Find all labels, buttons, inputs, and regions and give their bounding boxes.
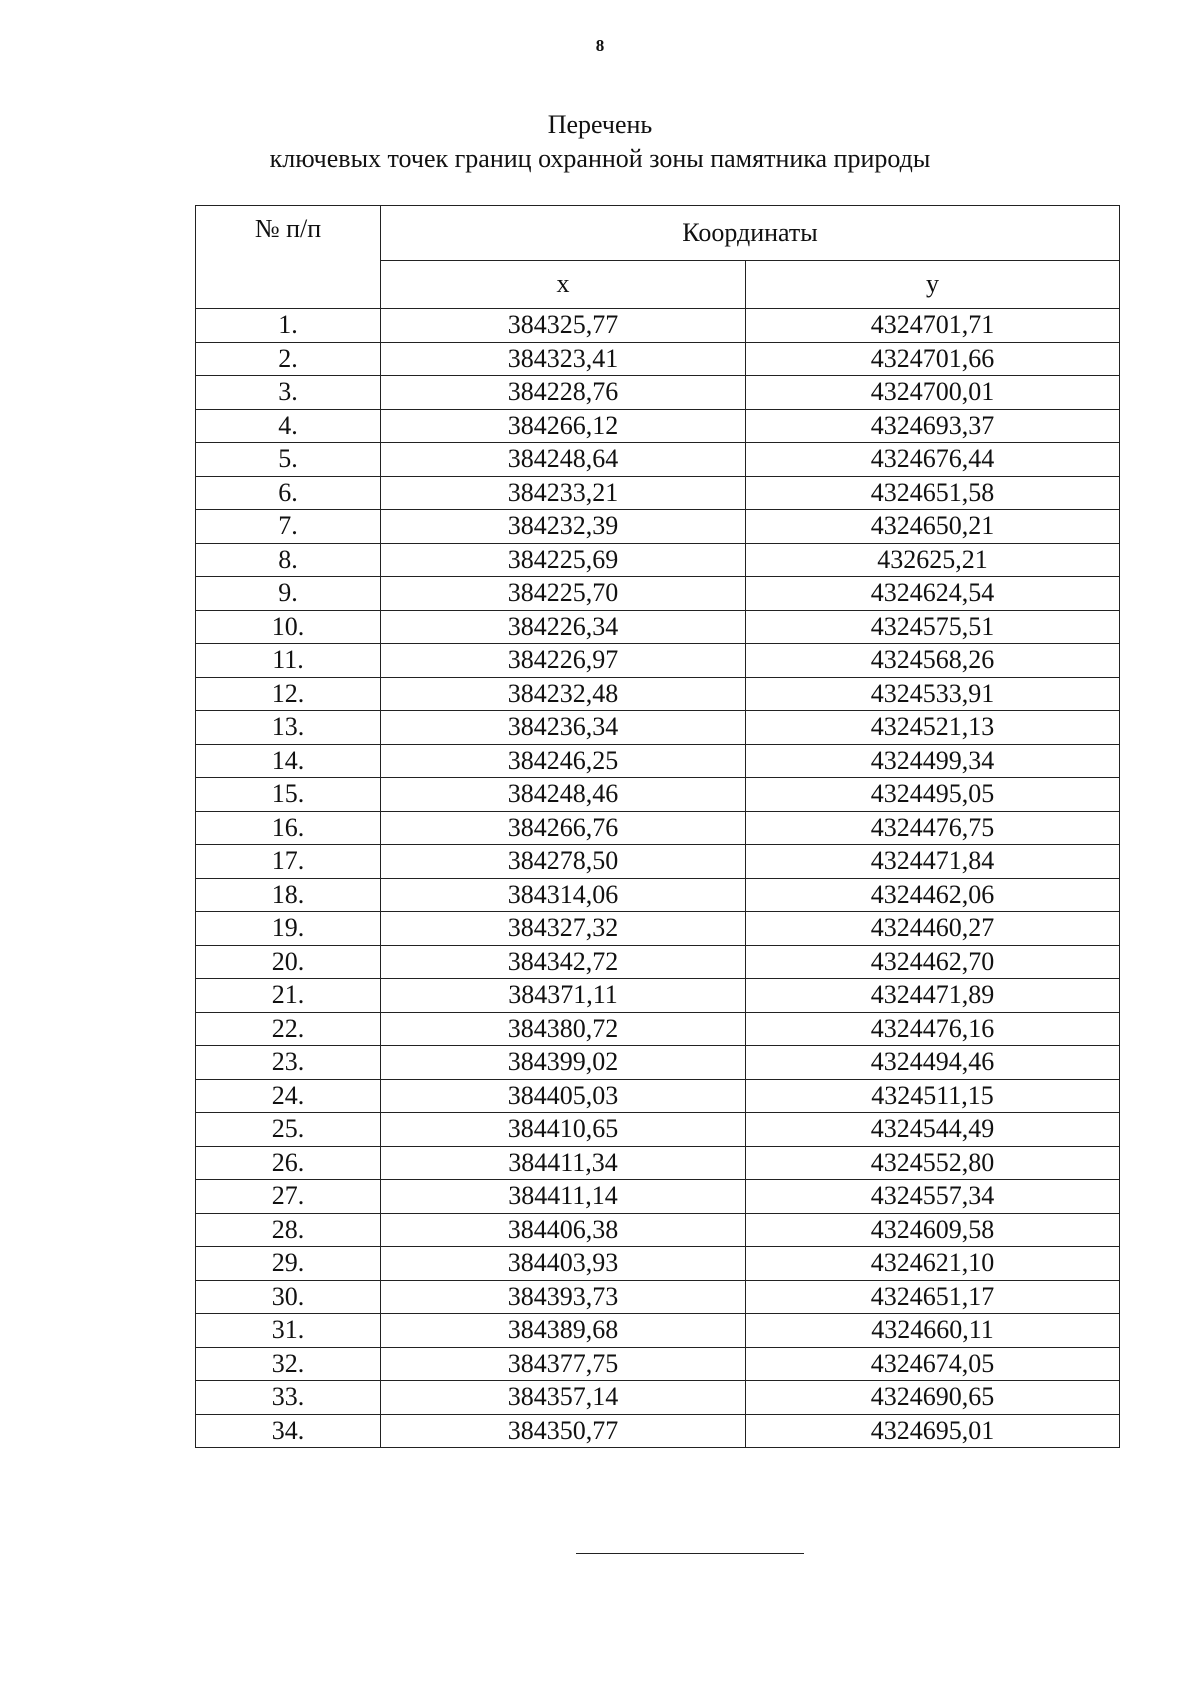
table-row [196, 610, 1120, 644]
y-coordinate-cell: 4324495,05 [746, 778, 1120, 812]
x-coordinate-cell: 384225,70 [381, 577, 746, 611]
y-coordinate-cell: 4324494,46 [746, 1046, 1120, 1080]
page-number: 8 [595, 36, 605, 55]
point-number-cell: 16. [196, 811, 381, 845]
point-number-cell: 31. [196, 1314, 381, 1348]
table-row [196, 1046, 1120, 1080]
y-coordinate-cell: 4324674,05 [746, 1347, 1120, 1381]
table-row [196, 476, 1120, 510]
point-number-cell: 4. [196, 409, 381, 443]
table-row [196, 1079, 1120, 1113]
table-row [196, 1247, 1120, 1281]
point-number-cell: 33. [196, 1381, 381, 1415]
coordinates-table-body [196, 309, 1120, 1448]
point-number-cell: 10. [196, 610, 381, 644]
y-coordinate-cell: 4324568,26 [746, 644, 1120, 678]
x-coordinate-cell: 384232,48 [381, 677, 746, 711]
point-number-cell: 21. [196, 979, 381, 1013]
y-coordinate-cell: 4324557,34 [746, 1180, 1120, 1214]
point-number-cell: 5. [196, 443, 381, 477]
header-y: y [746, 260, 1120, 308]
y-coordinate-cell: 4324650,21 [746, 510, 1120, 544]
y-coordinate-cell: 4324462,06 [746, 878, 1120, 912]
table-row [196, 1314, 1120, 1348]
point-number-cell: 28. [196, 1213, 381, 1247]
point-number-cell: 15. [196, 778, 381, 812]
table-row [196, 1180, 1120, 1214]
point-number-cell: 12. [196, 677, 381, 711]
x-coordinate-cell: 384357,14 [381, 1381, 746, 1415]
y-coordinate-cell: 4324609,58 [746, 1213, 1120, 1247]
table-row [196, 945, 1120, 979]
x-coordinate-cell: 384405,03 [381, 1079, 746, 1113]
table-row [196, 309, 1120, 343]
header-x: x [381, 260, 746, 308]
table-row [196, 1146, 1120, 1180]
y-coordinate-cell: 4324676,44 [746, 443, 1120, 477]
y-coordinate-cell: 4324533,91 [746, 677, 1120, 711]
x-coordinate-cell: 384228,76 [381, 376, 746, 410]
x-coordinate-cell: 384266,12 [381, 409, 746, 443]
point-number-cell: 25. [196, 1113, 381, 1147]
y-coordinate-cell: 4324693,37 [746, 409, 1120, 443]
x-coordinate-cell: 384399,02 [381, 1046, 746, 1080]
point-number-cell: 6. [196, 476, 381, 510]
table-row [196, 811, 1120, 845]
x-coordinate-cell: 384226,97 [381, 644, 746, 678]
y-coordinate-cell: 4324651,17 [746, 1280, 1120, 1314]
table-row [196, 543, 1120, 577]
header-coordinates: Координаты [381, 206, 1120, 261]
y-coordinate-cell: 4324544,49 [746, 1113, 1120, 1147]
y-coordinate-cell: 4324621,10 [746, 1247, 1120, 1281]
title-line-2: ключевых точек границ охранной зоны памятника природы [269, 144, 931, 173]
x-coordinate-cell: 384411,34 [381, 1146, 746, 1180]
point-number-cell: 3. [196, 376, 381, 410]
table-row [196, 845, 1120, 879]
point-number-cell: 17. [196, 845, 381, 879]
point-number-cell: 34. [196, 1414, 381, 1448]
coordinates-table [195, 205, 1120, 1448]
point-number-cell: 20. [196, 945, 381, 979]
x-coordinate-cell: 384248,46 [381, 778, 746, 812]
point-number-cell: 8. [196, 543, 381, 577]
x-coordinate-cell: 384236,34 [381, 711, 746, 745]
point-number-cell: 9. [196, 577, 381, 611]
point-number-cell: 7. [196, 510, 381, 544]
y-coordinate-cell: 4324701,66 [746, 342, 1120, 376]
x-coordinate-cell: 384246,25 [381, 744, 746, 778]
table-row [196, 1381, 1120, 1415]
point-number-cell: 2. [196, 342, 381, 376]
point-number-cell: 26. [196, 1146, 381, 1180]
x-coordinate-cell: 384403,93 [381, 1247, 746, 1281]
point-number-cell: 11. [196, 644, 381, 678]
x-coordinate-cell: 384380,72 [381, 1012, 746, 1046]
point-number-cell: 19. [196, 912, 381, 946]
point-number-cell: 24. [196, 1079, 381, 1113]
y-coordinate-cell: 4324521,13 [746, 711, 1120, 745]
table-row [196, 443, 1120, 477]
table-row [196, 677, 1120, 711]
x-coordinate-cell: 384389,68 [381, 1314, 746, 1348]
table-row [196, 342, 1120, 376]
x-coordinate-cell: 384406,38 [381, 1213, 746, 1247]
table-row [196, 644, 1120, 678]
y-coordinate-cell: 4324575,51 [746, 610, 1120, 644]
table-row [196, 979, 1120, 1013]
x-coordinate-cell: 384377,75 [381, 1347, 746, 1381]
x-coordinate-cell: 384248,64 [381, 443, 746, 477]
y-coordinate-cell: 4324690,65 [746, 1381, 1120, 1415]
y-coordinate-cell: 4324462,70 [746, 945, 1120, 979]
y-coordinate-cell: 4324700,01 [746, 376, 1120, 410]
footer-divider [576, 1553, 804, 1554]
point-number-cell: 18. [196, 878, 381, 912]
x-coordinate-cell: 384278,50 [381, 845, 746, 879]
x-coordinate-cell: 384342,72 [381, 945, 746, 979]
document-title [0, 108, 1200, 176]
table-row [196, 409, 1120, 443]
header-number: № п/п [196, 206, 381, 309]
y-coordinate-cell: 4324511,15 [746, 1079, 1120, 1113]
y-coordinate-cell: 432625,21 [746, 543, 1120, 577]
y-coordinate-cell: 4324552,80 [746, 1146, 1120, 1180]
x-coordinate-cell: 384233,21 [381, 476, 746, 510]
table-row [196, 510, 1120, 544]
x-coordinate-cell: 384325,77 [381, 309, 746, 343]
point-number-cell: 22. [196, 1012, 381, 1046]
point-number-cell: 1. [196, 309, 381, 343]
table-row [196, 376, 1120, 410]
x-coordinate-cell: 384226,34 [381, 610, 746, 644]
x-coordinate-cell: 384327,32 [381, 912, 746, 946]
x-coordinate-cell: 384350,77 [381, 1414, 746, 1448]
table-row [196, 577, 1120, 611]
y-coordinate-cell: 4324651,58 [746, 476, 1120, 510]
y-coordinate-cell: 4324701,71 [746, 309, 1120, 343]
table-row [196, 778, 1120, 812]
x-coordinate-cell: 384232,39 [381, 510, 746, 544]
y-coordinate-cell: 4324476,75 [746, 811, 1120, 845]
table-row [196, 878, 1120, 912]
table-row [196, 912, 1120, 946]
x-coordinate-cell: 384393,73 [381, 1280, 746, 1314]
x-coordinate-cell: 384225,69 [381, 543, 746, 577]
table-row [196, 1414, 1120, 1448]
title-line-1: Перечень [547, 110, 653, 139]
table-row [196, 1213, 1120, 1247]
table-row [196, 1012, 1120, 1046]
y-coordinate-cell: 4324471,84 [746, 845, 1120, 879]
y-coordinate-cell: 4324460,27 [746, 912, 1120, 946]
x-coordinate-cell: 384410,65 [381, 1113, 746, 1147]
y-coordinate-cell: 4324499,34 [746, 744, 1120, 778]
table-row [196, 1280, 1120, 1314]
x-coordinate-cell: 384411,14 [381, 1180, 746, 1214]
point-number-cell: 27. [196, 1180, 381, 1214]
point-number-cell: 32. [196, 1347, 381, 1381]
table-row [196, 744, 1120, 778]
x-coordinate-cell: 384314,06 [381, 878, 746, 912]
point-number-cell: 14. [196, 744, 381, 778]
point-number-cell: 13. [196, 711, 381, 745]
point-number-cell: 30. [196, 1280, 381, 1314]
table-row [196, 711, 1120, 745]
y-coordinate-cell: 4324476,16 [746, 1012, 1120, 1046]
y-coordinate-cell: 4324695,01 [746, 1414, 1120, 1448]
table-row [196, 1347, 1120, 1381]
y-coordinate-cell: 4324471,89 [746, 979, 1120, 1013]
y-coordinate-cell: 4324624,54 [746, 577, 1120, 611]
x-coordinate-cell: 384266,76 [381, 811, 746, 845]
x-coordinate-cell: 384323,41 [381, 342, 746, 376]
point-number-cell: 29. [196, 1247, 381, 1281]
table-row [196, 1113, 1120, 1147]
x-coordinate-cell: 384371,11 [381, 979, 746, 1013]
point-number-cell: 23. [196, 1046, 381, 1080]
y-coordinate-cell: 4324660,11 [746, 1314, 1120, 1348]
